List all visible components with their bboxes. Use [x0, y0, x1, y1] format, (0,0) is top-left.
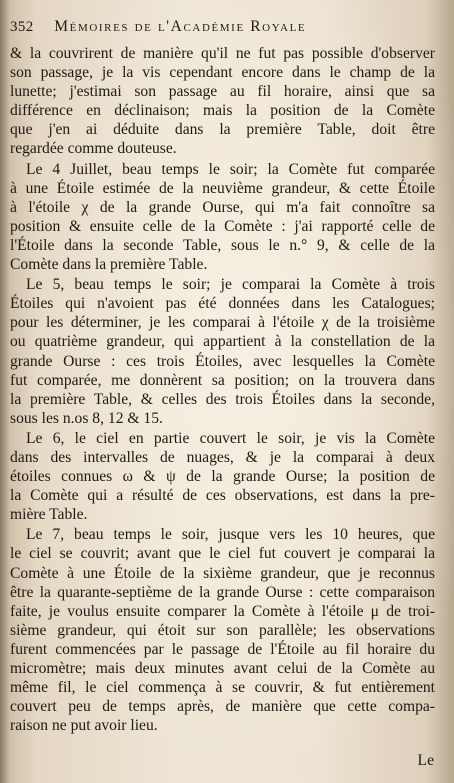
text-line: regardée comme douteuse.	[10, 140, 177, 158]
text-line: furent commencées par le passage de l'Étoile au fil horaire du	[10, 640, 435, 658]
text-line: la première Table, & celles des trois Étoiles dans la seconde,	[10, 390, 435, 408]
text-line: micromètre; mais deux minutes avant celui de la Comète au	[10, 660, 435, 677]
catchword: Le	[417, 752, 434, 769]
text-line: l'Étoile dans la seconde Table, sous le n.° 9, & celle de la	[10, 236, 435, 254]
text-line: Le 4 Juillet, beau temps le soir; la Comète fut comparée	[26, 160, 435, 178]
text-line: grande Ourse : ces trois Étoiles, avec lesquelles la Comète	[10, 352, 435, 370]
text-line: raison ne put avoir lieu.	[10, 717, 158, 735]
text-line: Comète dans la première Table.	[10, 256, 208, 274]
text-line: faite, je voulus ensuite comparer la Comète à l'étoile μ de troi-	[10, 602, 435, 620]
paragraph-july-6	[10, 429, 435, 524]
running-title: Mémoires de l'Académie Royale	[54, 18, 307, 35]
paragraph-july-4	[10, 160, 435, 275]
paragraph-continuation	[10, 44, 435, 159]
paragraph-july-5	[10, 275, 435, 428]
text-line: Le 6, le ciel en partie couvert le soir, je vis la Comète	[26, 429, 435, 447]
page-body	[10, 44, 435, 735]
text-line: différence en déclinaison; mais la position de la Comète	[10, 102, 435, 120]
text-line: à l'étoile χ de la grande Ourse, qui m'a fait connoître sa	[10, 198, 435, 216]
text-line: sous les n.os 8, 12 & 15.	[10, 409, 163, 427]
page-header	[10, 18, 440, 36]
text-line: Comète à une Étoile de la sixième grandeur, que je reconnus	[10, 564, 435, 582]
text-line: être la quarante-septième de la grande Ourse : cette comparaison	[10, 583, 435, 601]
text-line: Le 5, beau temps le soir; je comparai la Comète à trois	[26, 276, 435, 294]
text-line: pour les déterminer, je les comparai à l'étoile χ de la troisième	[10, 314, 435, 332]
page-number: 352	[10, 19, 34, 35]
text-line: ou quatrième grandeur, qui appartient à la constellation de la	[10, 333, 435, 351]
text-line: mière Table.	[10, 506, 88, 524]
text-line: son passage, je la vis cependant encore dans le champ de la	[10, 64, 435, 82]
text-line: même fil, le ciel commença à se couvrir, & fut entièrement	[10, 679, 435, 697]
text-line: étoiles connues ω & ψ de la grande Ourse; la position de	[10, 468, 435, 486]
text-line: Étoiles qui n'avoient pas été données dans les Catalogues;	[10, 295, 435, 313]
text-line: la Comète qui a résulté de ces observations, est dans la pre-	[10, 487, 435, 505]
text-line: Le 7, beau temps le soir, jusque vers les 10 heures, que	[26, 526, 435, 544]
text-line: dans des intervalles de nuages, & je la comparai à deux	[10, 448, 435, 466]
paragraph-july-7	[10, 525, 435, 735]
text-line: le ciel se couvrit; avant que le ciel fut couvert je comparai la	[10, 545, 435, 563]
text-line: couvert peu de temps après, de manière que cette compa-	[10, 698, 435, 716]
text-line: à une Étoile estimée de la neuvième grandeur, & cette Étoile	[10, 179, 435, 197]
text-line: fut comparée, me donnèrent sa position; on la trouvera dans	[10, 371, 435, 389]
text-line: sième grandeur, qui étoit sur son parallèle; les observations	[10, 621, 435, 639]
text-line: position & ensuite celle de la Comète : j'ai rapporté celle de	[10, 217, 435, 235]
text-line: lunette; j'estimai son passage au fil horaire, ainsi que sa	[10, 83, 435, 101]
text-line: & la couvrirent de manière qu'il ne fut pas possible d'observer	[10, 45, 435, 62]
text-line: que j'en ai déduite dans la première Table, doit être	[10, 121, 435, 139]
